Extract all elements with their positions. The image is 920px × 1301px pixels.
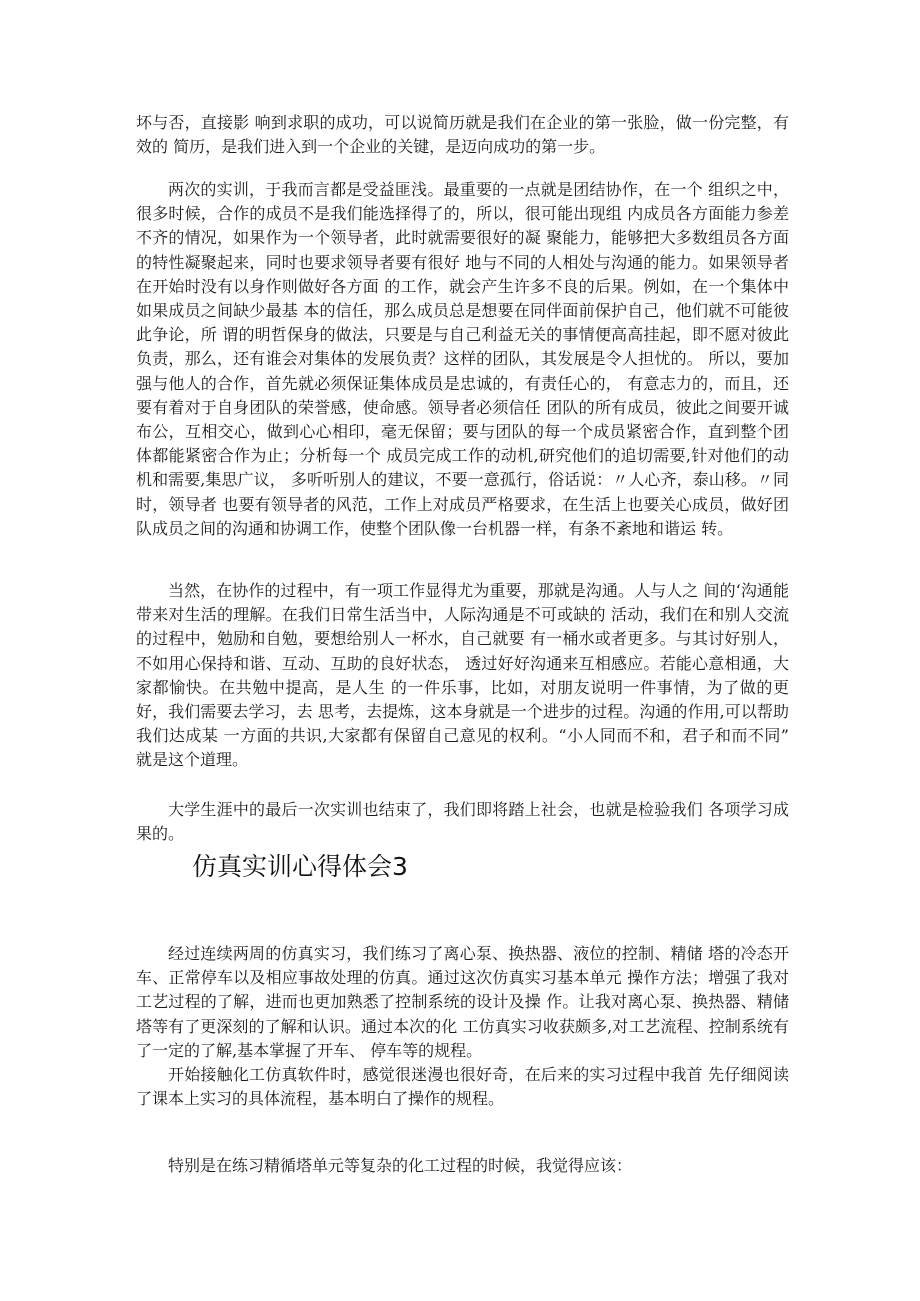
paragraph-first-contact: 开始接触化工仿真软件时，感觉很迷漫也很好奇，在后来的实习过程中我首 先仔细阅读了课本上实习的具体流程，基本明白了操作的规程。 [136,1065,789,1109]
paragraph-communication: 当然，在协作的过程中，有一项工作显得尤为重要，那就是沟通。人与人之 间的‘沟通能带来对生活的理解。在我们日常生活当中，人际沟通是不可或缺的 活动，我们在和别人交流的过程中，勉励和自勉，要想给别人一杯水，自己就要 有一桶水或者更多。与其讨好别人，不如用心保持和谐、互动、互助的良好状态， 透过好好沟通来互相感应。若能心意相通，大家都愉快。在共勉中提高，是人生 的一件乐事，比如，对朋友说明一件事情，为了做的更好，我们需要去学习，去 思考，去提炼，这本身就是一个进步的过程。沟通的作用,可以帮助我们达成某 一方面的共识,大家都有保留自己意见的权利。“小人同而不和，君子和而不同” 就是这个道理。 [136,581,789,770]
paragraph-teamwork: 两次的实训，于我而言都是受益匪浅。最重要的一点就是团结协作，在一个 组织之中，很多时候，合作的成员不是我们能选择得了的，所以，很可能出现组 内成员各方面能力参差不齐的情况，如果作为一个领导者，此时就需要很好的凝 聚能力，能够把大多数组员各方面的特性凝聚起来，同时也要求领导者要有很好 地与不同的人相处与沟通的能力。如果领导者在开始时没有以身作则做好各方面 的工作，就会产生许多不良的后果。例如，在一个集体中如果成员之间缺少最基 本的信任，那么成员总是想要在同伴面前保护自己，他们就不可能彼此争论，所 谓的明哲保身的做法，只要是与自己利益无关的事情便高高挂起，即不愿对彼此 负责，那么，还有谁会对集体的发展负责？这样的团队，其发展是令人担忧的。 所以，要加强与他人的合作，首先就必须保证集体成员是忠诚的，有责任心的， 有意志力的，而且，还要有着对于自身团队的荣誉感，使命感。领导者必须信任 团队的所有成员，彼此之间要开诚布公，互相交心，做到心心相印，毫无保留；要与团队的每一个成员紧密合作，直到整个团体都能紧密合作为止；分析每一个 成员完成工作的动机,研究他们的追切需要,针对他们的动机和需要,集思广议， 多听听别人的建议，不要一意孤行，俗话说：〃人心齐，泰山移。〃同时，领导者 也要有领导者的风范，工作上对成员严格要求，在生活上也要关心成员，做好团 队成员之间的沟通和协调工作，使整个团队像一台机器一样，有条不紊地和谐运 转。 [136,180,789,538]
section-heading: 仿真实训心得体会3 [192,852,408,881]
paragraph-distillation-tower: 特别是在练习精循塔单元等复杂的化工过程的时候，我觉得应该： [168,1156,633,1175]
paragraph-resume-importance: 坏与否，直接影 响到求职的成功，可以说简历就是我们在企业的第一张脸，做一份完整，有效的 简历，是我们进入到一个企业的关键，是迈向成功的第一步。 [136,113,789,157]
paragraph-simulation-practice: 经过连续两周的仿真实习，我们练习了离心泵、换热器、液位的控制、精储 塔的冷态开车、正常停车以及相应事故处理的仿真。通过这次仿真实习基本单元 操作方法；增强了我对工艺过程的了解，进而也更加熟悉了控制系统的设计及操 作。让我对离心泵、换热器、精储塔等有了更深刻的了解和认识。通过本次的化 工仿真实习收获颇多,对工艺流程、控制系统有了一定的了解,基本掌握了开车、 停车等的规程。 [136,944,789,1060]
paragraph-last-training: 大学生涯中的最后一次实训也结束了，我们即将踏上社会，也就是检验我们 各项学习成果的。 [136,800,789,844]
